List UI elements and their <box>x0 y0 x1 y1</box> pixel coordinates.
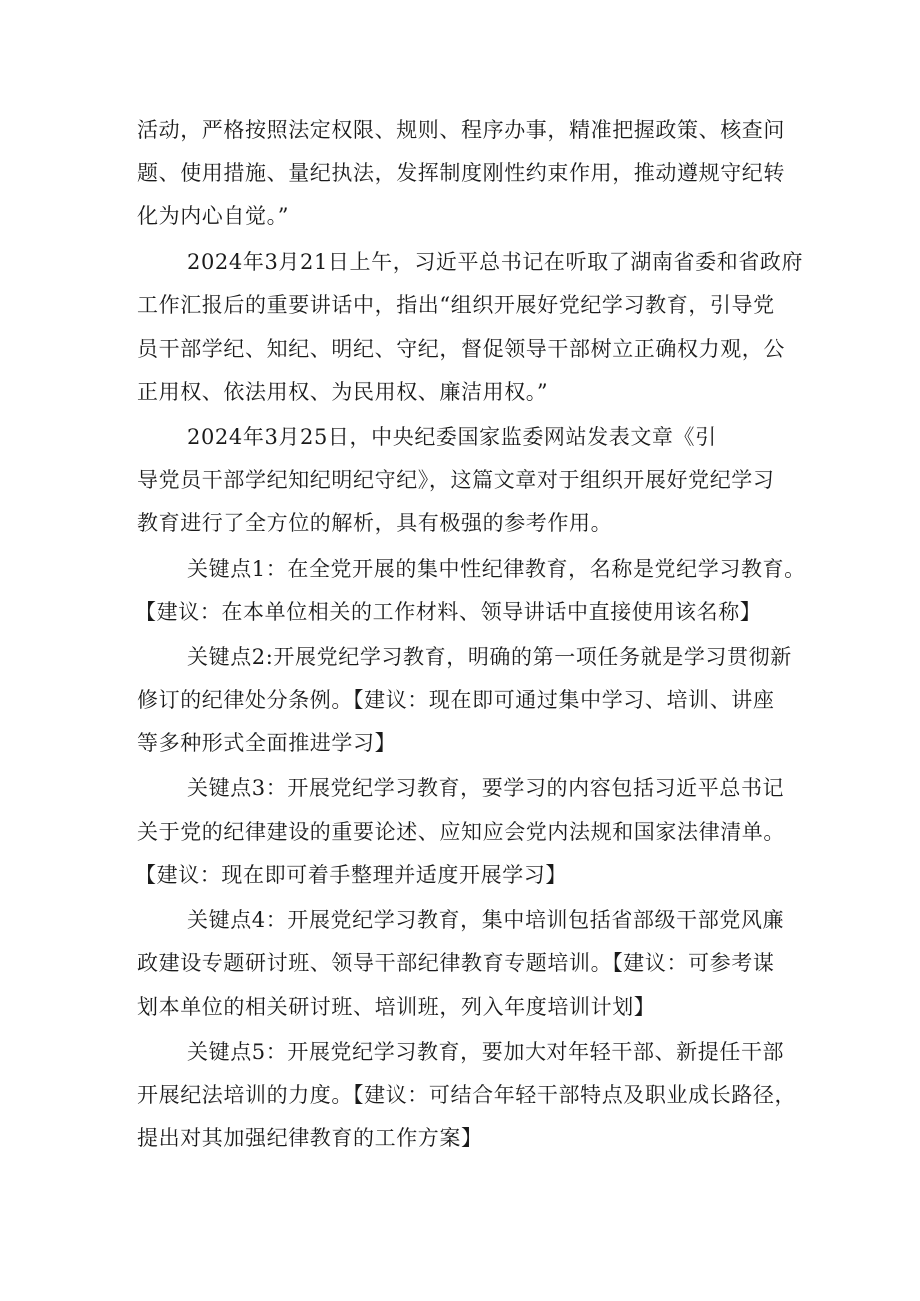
text-line: 等多种形式全面推进学习】 <box>137 731 397 755</box>
text-line: 关键点2:开展党纪学习教育，明确的第一项任务就是学习贯彻新 <box>187 645 792 669</box>
text-line: 题、使用措施、量纪执法，发挥制度刚性约束作用，推动遵规守纪转 <box>137 161 785 185</box>
text-line: 员干部学纪、知纪、明纪、守纪，督促领导干部树立正确权力观，公 <box>137 337 785 361</box>
text-line: 正用权、依法用权、为民用权、廉洁用权。” <box>137 380 549 404</box>
text-line: 划本单位的相关研讨班、培训班，列入年度培训计划】 <box>137 995 656 1019</box>
text-line: 2024年3月21日上午，习近平总书记在听取了湖南省委和省政府 <box>187 250 804 274</box>
text-line: 关于党的纪律建设的重要论述、应知应会党内法规和国家法律清单。 <box>137 820 785 844</box>
text-line: 教育进行了全方位的解析，具有极强的参考作用。 <box>137 511 613 535</box>
text-line: 导党员干部学纪知纪明纪守纪》，这篇文章对于组织开展好党纪学习 <box>137 468 775 492</box>
text-line: 关键点1：在全党开展的集中性纪律教育，名称是党纪学习教育。 <box>187 557 806 581</box>
text-line: 活动，严格按照法定权限、规则、程序办事，精准把握政策、核查问 <box>137 118 785 142</box>
text-line: 【建议：在本单位相关的工作材料、领导讲话中直接使用该名称】 <box>135 600 762 624</box>
text-line: 政建设专题研讨班、领导干部纪律教育专题培训。【建议：可参考谋 <box>137 951 775 975</box>
text-line: 2024年3月25日，中央纪委国家监委网站发表文章《引 <box>187 425 717 449</box>
text-line: 关键点4：开展党纪学习教育，集中培训包括省部级干部党风廉 <box>187 908 785 932</box>
text-line: 开展纪法培训的力度。【建议：可结合年轻干部特点及职业成长路径， <box>137 1083 797 1107</box>
text-line: 工作汇报后的重要讲话中，指出“组织开展好党纪学习教育，引导党 <box>137 293 775 317</box>
text-line: 【建议：现在即可着手整理并适度开展学习】 <box>135 863 567 887</box>
text-line: 提出对其加强纪律教育的工作方案】 <box>137 1126 483 1150</box>
text-line: 修订的纪律处分条例。【建议：现在即可通过集中学习、培训、讲座 <box>137 688 775 712</box>
text-line: 关键点3：开展党纪学习教育，要学习的内容包括习近平总书记 <box>187 776 785 800</box>
text-line: 化为内心自觉。” <box>137 204 290 228</box>
text-line: 关键点5：开展党纪学习教育，要加大对年轻干部、新提任干部 <box>187 1040 785 1064</box>
